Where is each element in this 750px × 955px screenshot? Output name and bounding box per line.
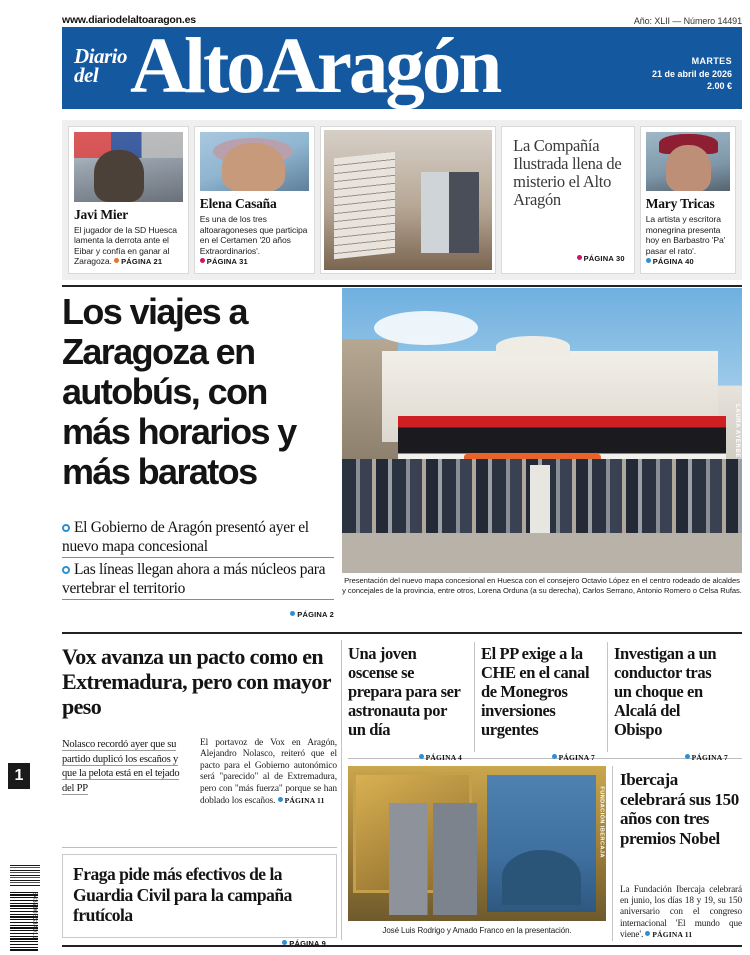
bullet-ring-icon — [62, 566, 70, 574]
vox-subhead-text: Nolasco recordó ayer que su partido duplicó los escaños y que la pelota está en el tejado del PP — [62, 739, 180, 794]
lead-photo-caption: Presentación del nuevo mapa concesional en Huesca con el consejero Octavio López en el centro rodeado de alcaldes y concejales de la provincia, entre otros, Lorena Orduna (a su derecha), Carlos Serrano, Antonio Romero o Celsa Rufas. — [342, 576, 742, 595]
lead-bullets — [62, 518, 334, 602]
lead-headline[interactable]: Los viajes a Zaragoza en autobús, con más horarios y más baratos — [62, 291, 296, 492]
masthead-title: AltoAragón — [130, 27, 500, 109]
bottom-photo — [348, 766, 606, 921]
vox-body — [200, 738, 337, 807]
lead-bullet-1-text: El Gobierno de Aragón presentó ayer el nuevo mapa concesional — [62, 519, 309, 555]
promo-text-body: La artista y escritora monegrina presenta hoy en Barbastro 'Pa' pasar el rato'. — [645, 214, 726, 256]
masthead-weekday: MARTES — [691, 56, 732, 66]
bullet-dot-icon — [645, 931, 650, 936]
bullet-dot-icon — [577, 255, 582, 260]
promo-page-link[interactable] — [507, 244, 629, 268]
promo-photo-elena-casana — [200, 132, 309, 191]
promo-text-body: El jugador de la SD Huesca lamenta la derrota ante el Eibar y confía en ganar al Zaragoza. — [74, 224, 177, 267]
promo-page-link[interactable] — [114, 257, 162, 268]
bullet-ring-icon — [62, 524, 70, 532]
vox-headline[interactable]: Vox avanza un pacto como en Extremadura, pero con mayor peso — [62, 644, 331, 719]
ibercaja-headline[interactable]: Ibercaja celebrará sus 150 años con tres premios Nobel — [620, 770, 739, 848]
divider-lead-bottom — [62, 632, 742, 634]
bullet-dot-icon — [278, 797, 283, 802]
vox-subhead — [62, 738, 190, 796]
lead-bullet-2-text: Las líneas llegan ahora a más núcleos para vertebrar el territorio — [62, 561, 326, 597]
midcol-page-link[interactable] — [348, 745, 462, 767]
ibercaja-page-label: PÁGINA 11 — [652, 929, 693, 939]
lead-photo-ground — [342, 533, 742, 573]
promo-headline: La Compañía Ilustrada llena de misterio el Alto Aragón — [513, 136, 622, 209]
fraga-headline: Fraga pide más efectivos de la Guardia Civil para la campaña frutícola — [73, 864, 292, 925]
barcode-secondary — [10, 865, 40, 887]
midcol-headline: El PP exige a la CHE en el canal de Monegros inversiones urgentes — [481, 644, 590, 739]
midcol-che-monegros[interactable] — [481, 644, 595, 767]
bullet-dot-icon — [419, 754, 424, 759]
midcol-page-label: PÁGINA 4 — [425, 753, 462, 762]
midcol-conductor-alcala[interactable] — [614, 644, 728, 767]
bottom-photo-caption: José Luis Rodrigo y Amado Franco en la presentación. — [382, 926, 572, 935]
lead-photo — [342, 288, 742, 573]
promo-page-label: PÁGINA 40 — [652, 257, 694, 267]
bullet-dot-icon — [282, 940, 287, 945]
promo-text-body: Es una de los tres altoaragoneses que participa en el Certamen '20 años Extraordinarios'. — [199, 214, 308, 256]
issue-info: Año: XLII — Número 14491 — [633, 16, 742, 26]
masthead-price: 2.00 € — [706, 81, 732, 91]
masthead — [62, 27, 742, 109]
divider-vertical-mid1 — [474, 642, 475, 752]
barcode-block — [10, 865, 46, 952]
masthead-prefix — [74, 44, 128, 87]
promo-page-label: PÁGINA 30 — [583, 254, 625, 263]
lead-page-label: PÁGINA 2 — [297, 610, 334, 619]
midcol-page-label: PÁGINA 7 — [558, 753, 595, 762]
divider-vox-bottom — [62, 847, 337, 848]
promo-photo-compania-ilustrada — [324, 130, 493, 270]
divider-vertical-left — [341, 640, 342, 940]
promo-text — [646, 214, 730, 268]
masthead-dateblock — [652, 55, 732, 93]
promo-card-compania-ilustrada[interactable] — [501, 126, 635, 274]
fraga-page-label: PÁGINA 9 — [289, 938, 326, 948]
promo-card-elena-casana[interactable] — [194, 126, 315, 274]
bullet-dot-icon — [114, 258, 119, 263]
midcol-page-link[interactable] — [614, 745, 728, 767]
promo-name: Javi Mier — [74, 206, 129, 222]
lead-bullet-1 — [62, 518, 334, 558]
promo-page-label: PÁGINA 21 — [121, 257, 163, 267]
midcol-page-label: PÁGINA 7 — [691, 753, 728, 762]
masthead-prefix-line1: Diario — [74, 44, 128, 68]
promo-page-link[interactable] — [200, 257, 248, 268]
divider-vertical-ibercaja — [612, 766, 613, 941]
bullet-dot-icon — [200, 258, 205, 263]
ibercaja-body-text: La Fundación Ibercaja celebrará en junio, los días 18 y 19, su 150 aniversario con el congreso internacional 'El mundo que viene'. — [620, 884, 742, 939]
lead-photo-credit: LAURA AYERBE — [734, 404, 740, 458]
promo-card-compania-photo[interactable] — [320, 126, 497, 274]
divider-lead-top — [62, 285, 742, 287]
divider-vertical-mid2 — [607, 642, 608, 752]
bottom-photo-people — [389, 803, 477, 915]
bottom-photo-poster — [487, 775, 595, 911]
midcol-astronauta[interactable] — [348, 644, 462, 767]
promo-name: Elena Casaña — [199, 196, 277, 212]
top-bar — [0, 0, 750, 26]
fraga-page-link[interactable] — [73, 933, 326, 951]
promo-name: Mary Tricas — [645, 196, 715, 212]
ibercaja-page-link[interactable] — [645, 929, 692, 940]
page-number-badge: 1 — [8, 763, 30, 789]
promo-photo-javi-mier — [74, 132, 183, 202]
bullet-dot-icon — [552, 754, 557, 759]
bullet-dot-icon — [646, 258, 651, 263]
barcode-digits: 8437008334011 — [31, 892, 37, 939]
midcol-headline: Una joven oscense se prepara para ser astronauta por un día — [348, 644, 461, 739]
promo-page-label: PÁGINA 31 — [206, 257, 248, 267]
promo-card-javi-mier[interactable] — [68, 126, 189, 274]
lead-page-link[interactable] — [62, 604, 334, 622]
vox-page-link[interactable] — [278, 795, 325, 806]
promo-strip — [62, 120, 742, 280]
midcol-headline: Investigan a un conductor tras un choque en Alcalá del Obispo — [614, 644, 717, 739]
promo-page-link[interactable] — [646, 257, 694, 268]
ibercaja-body — [620, 884, 742, 940]
fraga-box[interactable] — [62, 854, 337, 948]
bottom-photo-credit: FUNDACIÓN IBERCAJA — [599, 786, 605, 858]
vox-page-label: PÁGINA 11 — [284, 796, 325, 806]
site-url[interactable]: www.diariodelaltoaragon.es — [62, 14, 196, 26]
masthead-date: 21 de abril de 2026 — [651, 68, 732, 79]
masthead-prefix-line2: del — [74, 63, 99, 87]
promo-card-mary-tricas[interactable] — [640, 126, 736, 274]
vox-body-text: El portavoz de Vox en Aragón, Alejandro Nolasco, reiteró que el pacto para el Gobierno autonómico será "parecido" al de Extremadura, pero con "más fuerza" porque se han doblado los escaños. — [200, 738, 337, 807]
bullet-dot-icon — [685, 754, 690, 759]
bullet-dot-icon — [290, 611, 295, 616]
lead-bullet-2 — [62, 560, 334, 600]
promo-text — [74, 225, 183, 268]
midcol-page-link[interactable] — [481, 745, 595, 767]
promo-photo-mary-tricas — [646, 132, 730, 191]
promo-text — [200, 214, 309, 268]
